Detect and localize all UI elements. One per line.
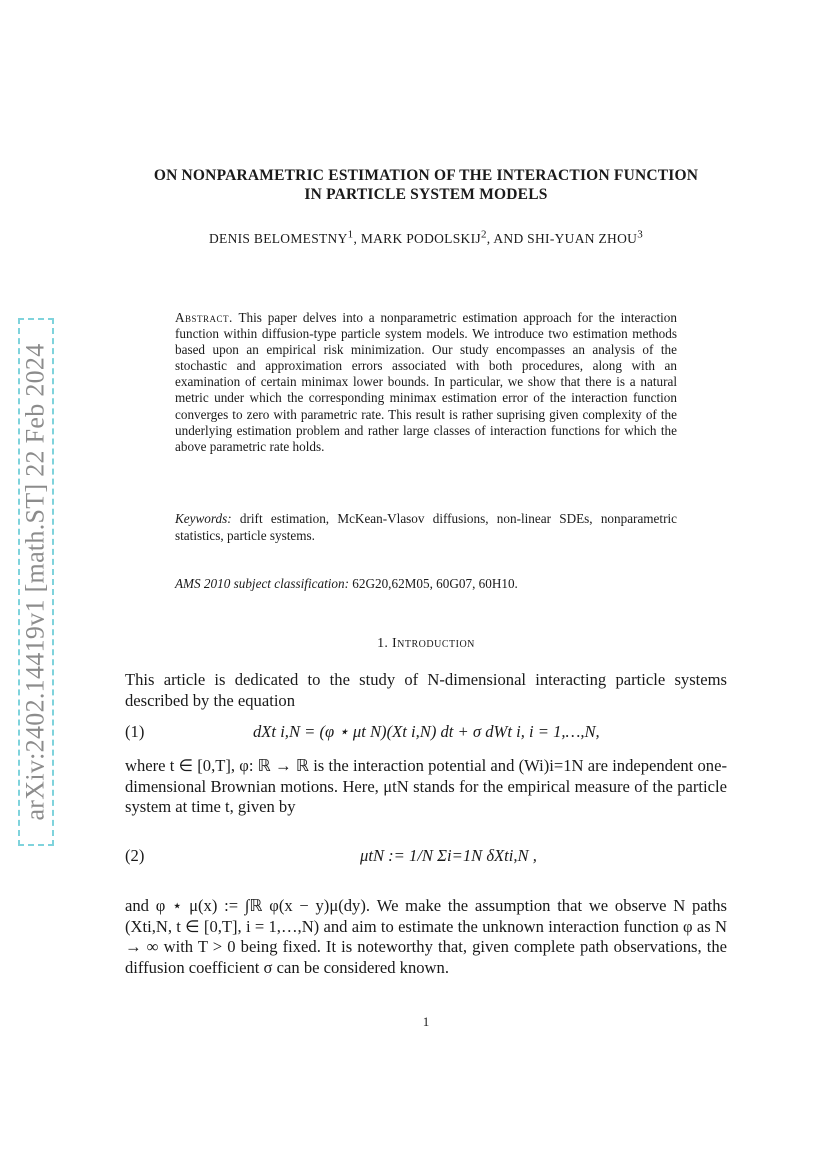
arxiv-identifier-text: arXiv:2402.14419v1 [math.ST] 22 Feb 2024 (21, 343, 51, 821)
equation-1-body: dXt i,N = (φ ⋆ μt N)(Xt i,N) dt + σ dWt i, i = 1,…,N, (253, 722, 600, 741)
equation-2-number: (2) (125, 846, 145, 865)
ams-label: AMS 2010 subject classification: (175, 576, 349, 591)
abstract-text: This paper delves into a nonparametric estimation approach for the interaction function within diffusion-type particle system models. We introduce two estimation methods based upon an empirical risk minimization. Our study encompasses an analysis of the stochastic and approximation errors associated with both procedures, along with an examination of certain minimax lower bounds. In particular, we show that there is a natural metric under which the corresponding minimax estimation error of the interaction function converges to zero with parametric rate. This result is rather suprising given complexity of the underlying estimation problem and rather large classes of interaction functions for which the above parametric rate holds. (175, 310, 677, 454)
page-number: 1 (422, 1014, 430, 1029)
equation-1-number: (1) (125, 722, 145, 741)
abstract-label: Abstract. (175, 310, 233, 325)
abstract (175, 310, 677, 455)
section-heading (120, 636, 732, 652)
section-title: Introduction (392, 636, 475, 651)
equation-2-body: μtN := 1/N Σi=1N δXti,N , (360, 846, 537, 865)
author-2: , MARK PODOLSKIJ (353, 231, 481, 246)
arxiv-identifier-stamp (18, 318, 54, 846)
author-1: DENIS BELOMESTNY (208, 231, 348, 246)
paragraph-2: where t ∈ [0,T], φ: ℝ → ℝ is the interaction potential and (Wi)i=1N are independent one-dimensional Brownian motions. Here, μtN stands for the empirical measure of the particle system at time t, given by (125, 756, 727, 816)
keywords-label: Keywords: (175, 511, 232, 526)
author-1-affil: 1 (347, 228, 354, 241)
paper-title (120, 166, 732, 204)
author-3: , AND SHI-YUAN ZHOU (486, 231, 638, 246)
ams-classification (175, 576, 677, 592)
ams-codes: 62G20,62M05, 60G07, 60H10. (352, 576, 518, 591)
keywords (175, 511, 677, 544)
author-list (120, 228, 732, 247)
title-line-1: ON NONPARAMETRIC ESTIMATION OF THE INTERACTION FUNCTION (153, 167, 699, 184)
author-3-affil: 3 (637, 228, 644, 241)
title-line-2: IN PARTICLE SYSTEM MODELS (304, 186, 548, 203)
paragraph-3: and φ ⋆ μ(x) := ∫ℝ φ(x − y)μ(dy). We make the assumption that we observe N paths (Xti,N, t ∈ [0,T], i = 1,…,N) and aim to estimate the unknown interaction function φ as N → ∞ with T > 0 being fixed. It is noteworthy that, given complete path observations, the diffusion coefficient σ can be considered known. (125, 896, 727, 977)
intro-paragraph: This article is dedicated to the study of N-dimensional interacting particle systems described by the equation (125, 670, 727, 710)
keywords-text: drift estimation, McKean-Vlasov diffusions, non-linear SDEs, nonparametric statistics, particle systems. (175, 511, 677, 543)
author-2-affil: 2 (480, 228, 487, 241)
section-number: 1. (377, 636, 389, 651)
